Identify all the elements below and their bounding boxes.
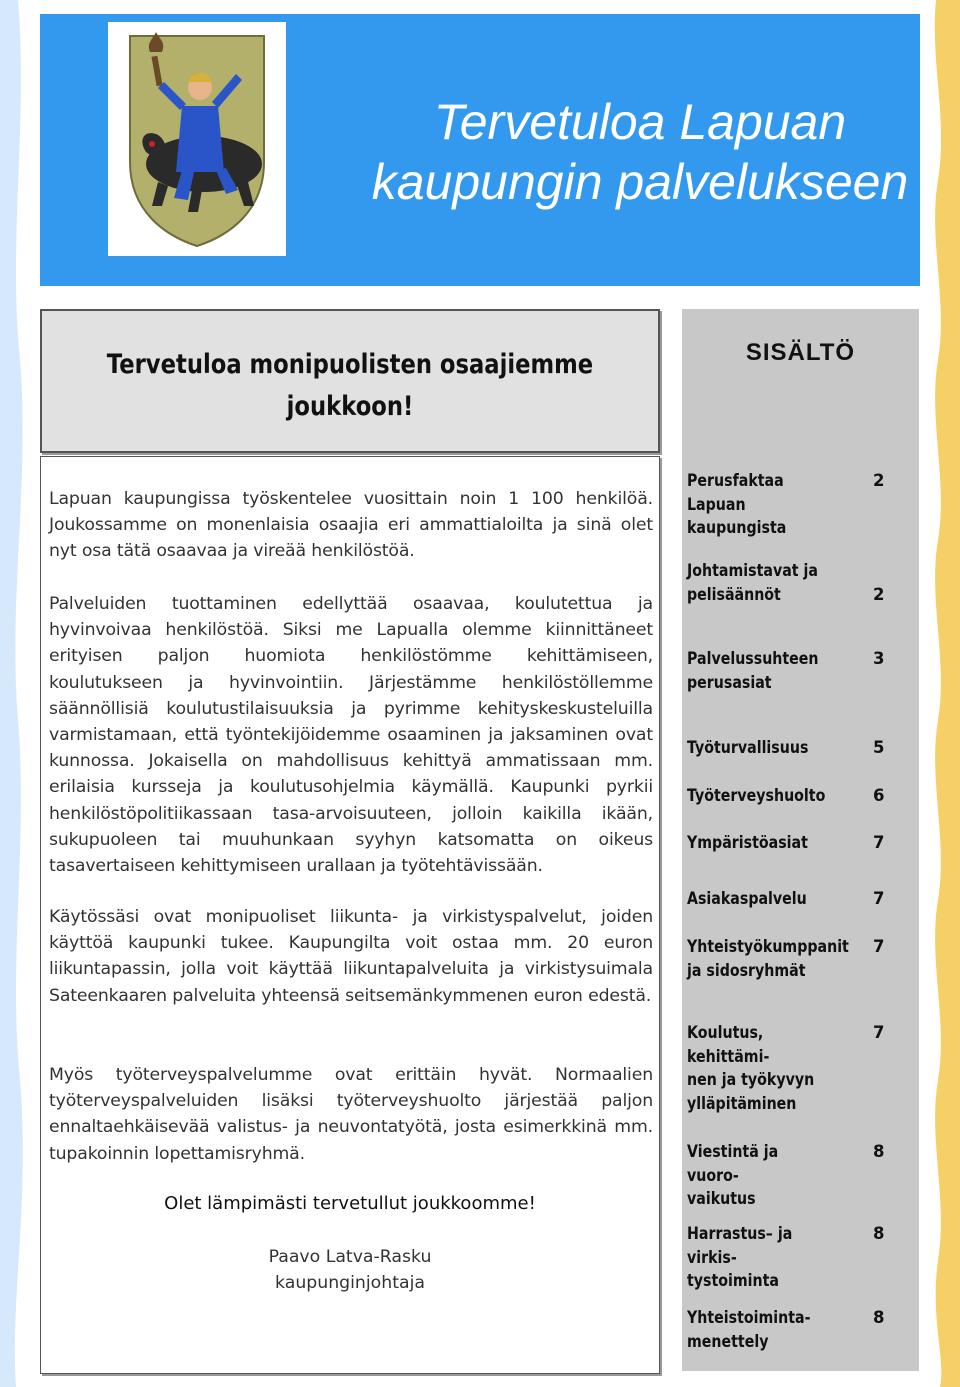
closing-line: Olet lämpimästi tervetullut joukkoomme! [164, 1193, 536, 1214]
toc-item-label: Johtamistavat ja pelisäännöt [687, 561, 818, 604]
toc-item-yhteistyokumppanit[interactable] [687, 935, 887, 1015]
toc-item-ymparistoasiat[interactable] [687, 831, 887, 861]
signature [41, 1244, 659, 1296]
welcome-headline-line2: joukkoon! [286, 391, 414, 422]
table-of-contents [682, 309, 919, 1371]
toc-item-label: Palvelussuhteen perusasiat [687, 649, 819, 692]
toc-item-page: 7 [873, 889, 885, 908]
paragraph-personnel-development: Palveluiden tuottaminen edellyttää osaavaa, koulutettua ja hyvinvoivaa henkilöstöä. Siksi me Lapualla olemme kiinnittäneet erityisen paljon huomiota henkilöstömme kehittämiseen, koulutukseen ja hyvinvointiin. Järjestämme henkilöstöllemme säännöllisiä koulutustilaisuuksia ja pyrimme kehityskeskusteluilla varmistamaan, että työntekijöidemme osaaminen ja jaksaminen ovat kunnossa. Jokaisella on mahdollisuus kehittyä ammatissaan mm. erilaisia kursseja ja koulutusohjelmia käymällä. Kaupunki pyrkii henkilöstöpolitiikassaan tasa-arvoisuuteen, jolloin kaikilla ikään, sukupuoleen tai muuhunkaan syyhyn katsomatta on oikeus tasavertaiseen kehittymiseen urallaan ja työtehtävissään. [49, 594, 653, 877]
toc-item-page: 7 [873, 937, 885, 956]
left-wave-border [0, 0, 32, 1387]
toc-item-label: Koulutus, kehittämi- nen ja työkyvyn ylläpitäminen [687, 1023, 815, 1113]
toc-item-label: Yhteistyökumppanit ja sidosryhmät [687, 937, 849, 980]
toc-item-page: 7 [873, 833, 885, 852]
toc-item-asiakaspalvelu[interactable] [687, 887, 887, 917]
toc-item-page: 6 [873, 786, 885, 805]
paragraph-staff-count: Lapuan kaupungissa työskentelee vuosittain noin 1 100 henkilöä. Joukossamme on monenlaisia osaajia eri ammattialoilta ja sinä olet nyt osa tätä osaavaa ja vireää henkilöstöä. [49, 489, 653, 562]
toc-item-label: Asiakaspalvelu [687, 889, 807, 908]
toc-item-page: 8 [873, 1142, 885, 1161]
toc-item-page: 2 [873, 585, 885, 604]
toc-item-perusfaktaa[interactable] [687, 469, 887, 549]
toc-item-label: Viestintä ja vuoro- vaikutus [687, 1142, 779, 1208]
toc-item-page: 2 [873, 471, 885, 490]
signature-name: Paavo Latva-Rasku [268, 1247, 432, 1267]
banner-title-line2: kaupungin palvelukseen [371, 154, 909, 210]
toc-item-viestinta[interactable] [687, 1140, 887, 1208]
signature-title: kaupunginjohtaja [275, 1273, 425, 1293]
toc-item-tyoturvallisuus[interactable] [687, 736, 887, 766]
toc-item-label: Työturvallisuus [687, 738, 809, 757]
toc-item-page: 7 [873, 1023, 885, 1042]
toc-item-label: Perusfaktaa Lapuan kaupungista [687, 471, 787, 537]
banner-title [340, 92, 940, 212]
paragraph-recreation-services: Käytössäsi ovat monipuoliset liikunta- ja virkistyspalvelut, joiden käyttöä kaupunki tukee. Kaupungilta voit ostaa mm. 20 euron liikuntapassin, jolla voit käyttää liikuntapalveluita ja virkistysuimala Sateenkaaren palveluita yhteensä seitsemänkymmenen euron edestä. [49, 907, 653, 1006]
toc-item-page: 5 [873, 738, 885, 757]
toc-item-page: 3 [873, 649, 885, 668]
welcome-headline [91, 344, 608, 428]
toc-item-label: Yhteistoiminta- menettely [687, 1308, 811, 1351]
toc-item-johtamistavat[interactable] [687, 559, 887, 639]
toc-item-tyoterveyshuolto[interactable] [687, 784, 887, 814]
toc-title: SISÄLTÖ [745, 339, 856, 366]
toc-item-palvelussuhteen-perusasiat[interactable] [687, 647, 887, 727]
toc-item-label: Harrastus– ja virkis- tystoiminta [687, 1224, 793, 1290]
toc-item-koulutus-kehittaminen[interactable] [687, 1021, 887, 1113]
welcome-headline-box [40, 309, 660, 453]
paragraph-occupational-health: Myös työterveyspalvelumme ovat erittäin hyvät. Normaalien työterveyspalveluiden lisäksi työterveyshuolto järjestää paljon ennaltaehkäisevää valistus- ja neuvontatyötä, josta esimerkkinä mm. tupakoinnin lopettamisryhmä. [49, 1065, 653, 1164]
welcome-headline-line1: Tervetuloa monipuolisten osaajiemme [106, 349, 594, 380]
toc-item-label: Ympäristöasiat [687, 833, 808, 852]
toc-item-harrastus-virkistystoiminta[interactable] [687, 1222, 887, 1290]
header-banner [40, 14, 920, 286]
toc-item-label: Työterveyshuolto [687, 786, 826, 805]
toc-item-yhteistoimintamenettely[interactable] [687, 1306, 887, 1356]
welcome-letter [40, 456, 660, 1374]
left-wave-shape [0, 0, 23, 1387]
toc-item-page: 8 [873, 1308, 885, 1327]
lapua-coat-of-arms-icon [108, 22, 286, 256]
banner-title-line1: Tervetuloa Lapuan [433, 94, 847, 150]
toc-item-page: 8 [873, 1224, 885, 1243]
